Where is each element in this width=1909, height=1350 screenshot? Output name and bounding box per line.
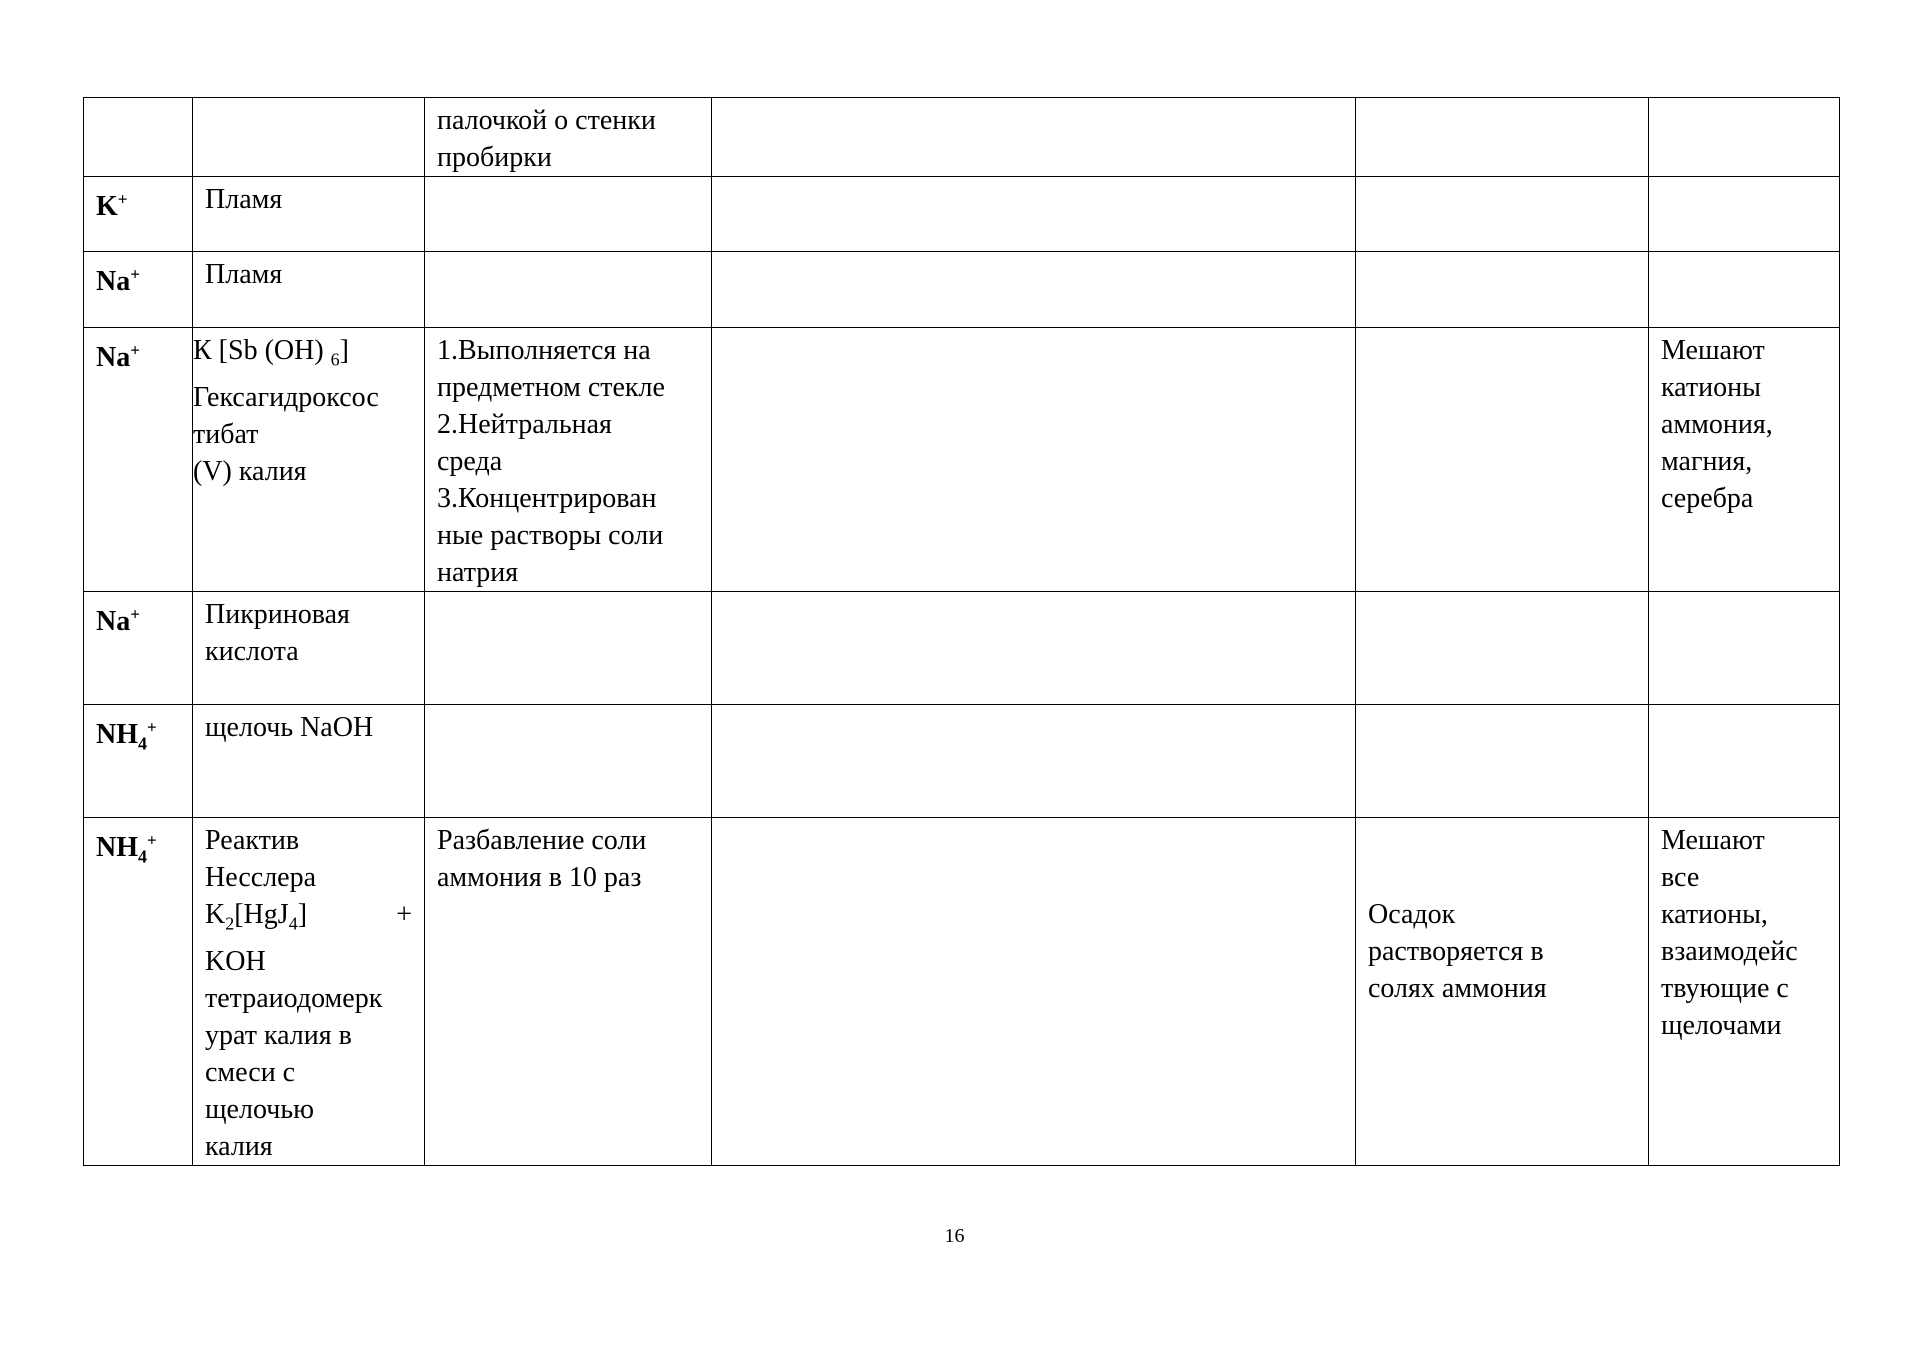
conditions-cell <box>425 818 712 1166</box>
reagent-cell <box>193 177 425 252</box>
reagent-line: Пикриновая <box>205 599 350 630</box>
reagent-cell <box>193 98 425 177</box>
properties-line: солях аммония <box>1368 973 1547 1004</box>
interference-cell <box>1649 252 1840 328</box>
conditions-cell <box>425 592 712 705</box>
reagent-line: смеси с <box>205 1056 296 1088</box>
reagent-cell <box>193 252 425 328</box>
conditions-line: аммония в 10 раз <box>437 862 642 893</box>
conditions-cell <box>425 705 712 818</box>
ion-formula: Na+ <box>96 265 140 298</box>
interference-cell <box>1649 98 1840 177</box>
reagent-cell <box>193 328 425 592</box>
ion-formula: Na+ <box>96 341 140 374</box>
effect-cell <box>712 592 1356 705</box>
table-row <box>84 252 1840 328</box>
conditions-line: 2.Нейтральная <box>437 409 612 440</box>
interference-line: аммония, <box>1661 409 1773 440</box>
ion-cell <box>84 252 193 328</box>
ion-formula: $NH_4^+$ <box>96 831 157 867</box>
interference-cell <box>1649 818 1840 1166</box>
reagent-line: KOH <box>205 945 266 977</box>
properties-cell <box>1356 592 1649 705</box>
table-row <box>84 98 1840 177</box>
interference-cell <box>1649 705 1840 818</box>
table-row <box>84 328 1840 592</box>
reagent-line: тетраиодомерк <box>205 982 383 1014</box>
properties-cell <box>1356 177 1649 252</box>
ion-cell <box>84 98 193 177</box>
ion-formula: $NH_4^+$ <box>96 718 157 754</box>
interference-line: взаимодейс <box>1661 936 1798 967</box>
reagent-cell <box>193 592 425 705</box>
interference-line: все <box>1661 862 1700 893</box>
conditions-cell <box>425 177 712 252</box>
conditions-line: палочкой о стенки <box>437 105 656 136</box>
effect-cell <box>712 328 1356 592</box>
reagent-line: тибат <box>193 418 259 450</box>
ion-cell <box>84 177 193 252</box>
ion-formula: Na+ <box>96 605 140 638</box>
properties-cell <box>1356 818 1649 1166</box>
reagent-line: Несслера <box>205 862 317 893</box>
interference-line: магния, <box>1661 446 1753 477</box>
properties-cell <box>1356 705 1649 818</box>
reagent-line: щелочь NaOH <box>205 712 374 743</box>
reagent-line: кислота <box>205 636 299 667</box>
conditions-line: предметном стекле <box>437 372 665 403</box>
reagent-cell <box>193 818 425 1166</box>
reagent-line: Гексагидроксос <box>193 381 379 413</box>
properties-line: растворяется в <box>1368 936 1544 967</box>
effect-cell <box>712 705 1356 818</box>
conditions-line: среда <box>437 446 503 477</box>
conditions-cell <box>425 98 712 177</box>
reagent-line: урат калия в <box>205 1019 352 1051</box>
conditions-cell <box>425 328 712 592</box>
properties-cell <box>1356 98 1649 177</box>
ion-cell <box>84 818 193 1166</box>
interference-cell <box>1649 592 1840 705</box>
interference-line: щелочами <box>1661 1010 1782 1041</box>
interference-line: Мешают <box>1661 335 1765 366</box>
reagent-cell <box>193 705 425 818</box>
reagent-line: Пламя <box>205 259 283 290</box>
table-row <box>84 818 1840 1166</box>
reagent-line: (V) калия <box>193 455 307 487</box>
properties-cell <box>1356 252 1649 328</box>
ion-cell <box>84 705 193 818</box>
properties-line: Осадок <box>1368 899 1456 930</box>
interference-line: катионы <box>1661 372 1761 403</box>
effect-cell <box>712 818 1356 1166</box>
interference-line: Мешают <box>1661 825 1765 856</box>
reagent-line: калия <box>205 1130 273 1162</box>
ion-cell <box>84 592 193 705</box>
interference-cell <box>1649 177 1840 252</box>
table-row <box>84 177 1840 252</box>
conditions-line: 3.Концентрирован <box>437 483 657 514</box>
interference-line: серебра <box>1661 483 1754 514</box>
reagent-formula: К [Sb (OH) $_6$] <box>193 335 349 370</box>
effect-cell <box>712 252 1356 328</box>
page-number: 16 <box>944 1225 965 1247</box>
reagent-formula: $K_2[HgJ_4]$ + <box>205 899 412 934</box>
table-row <box>84 705 1840 818</box>
interference-line: твующие с <box>1661 973 1789 1004</box>
conditions-line: ные растворы соли <box>437 520 664 551</box>
conditions-line: натрия <box>437 557 519 588</box>
conditions-line: 1.Выполняется на <box>437 335 651 366</box>
ion-cell <box>84 328 193 592</box>
reagent-line: Пламя <box>205 184 283 215</box>
effect-cell <box>712 177 1356 252</box>
reactions-table <box>83 97 1840 1166</box>
reagent-line: щелочью <box>205 1093 315 1125</box>
ion-formula: K+ <box>96 190 128 223</box>
table-row <box>84 592 1840 705</box>
conditions-cell <box>425 252 712 328</box>
conditions-line: Разбавление соли <box>437 825 647 856</box>
effect-cell <box>712 98 1356 177</box>
properties-cell <box>1356 328 1649 592</box>
reagent-line: Реактив <box>205 825 300 856</box>
conditions-line: пробирки <box>437 142 552 173</box>
interference-cell <box>1649 328 1840 592</box>
interference-line: катионы, <box>1661 899 1768 930</box>
